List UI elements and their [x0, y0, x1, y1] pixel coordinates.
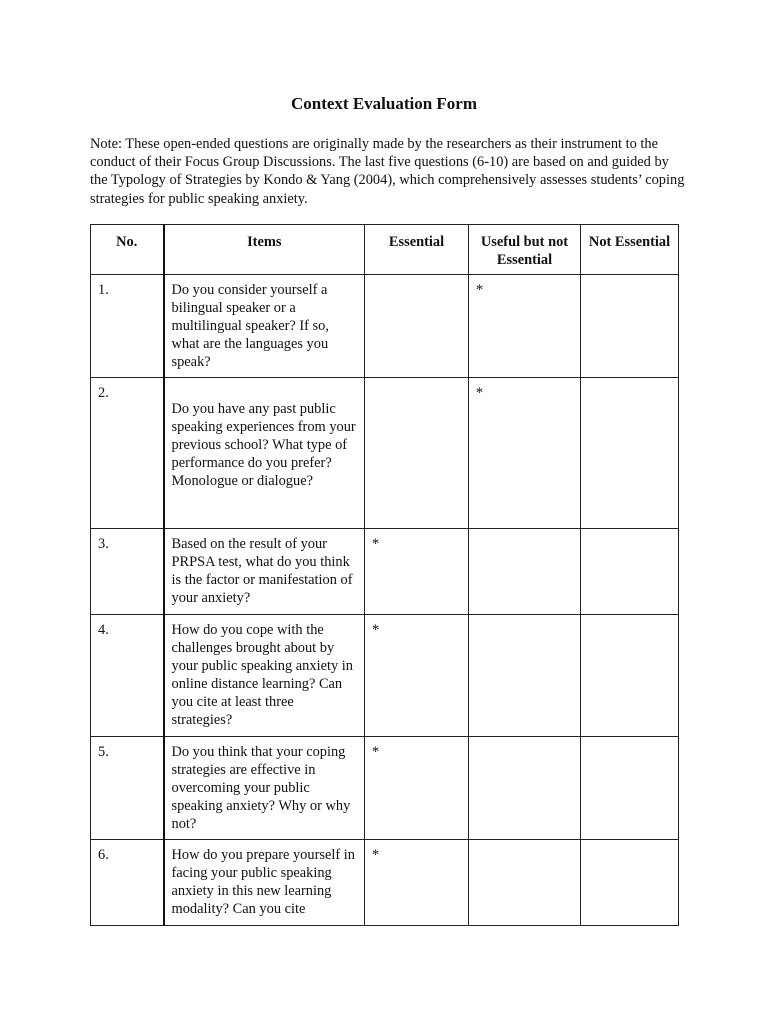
table-row [91, 529, 679, 615]
note-paragraph: Note: These open-ended questions are originally made by the researchers as their instrument to the conduct of their Focus Group Discussions. The last five questions (6-10) are based on and guided by the Typology of Strategies by Kondo & Yang (2004), which comprehensively assesses students’ coping strategies for public speaking anxiety. [90, 136, 685, 207]
cell-essential: * [365, 529, 469, 615]
row-item-text: Based on the result of your PRPSA test, what do you think is the factor or manifestation of your anxiety? [164, 529, 365, 615]
cell-essential: * [365, 737, 469, 840]
row-item-text: Do you consider yourself a bilingual speaker or a multilingual speaker? If so, what are the languages you speak? [164, 275, 365, 378]
row-item-text: Do you have any past public speaking experiences from your previous school? What type of performance do you prefer? Monologue or dialogue? [171, 401, 356, 489]
cell-useful [469, 615, 581, 737]
table-row [91, 615, 679, 737]
cell-useful [469, 737, 581, 840]
evaluation-table [90, 224, 679, 926]
header-essential: Essential [365, 225, 469, 275]
row-item-cell [164, 378, 365, 529]
row-number: 3. [91, 529, 164, 615]
cell-not-essential [581, 378, 679, 529]
row-number: 1. [91, 275, 164, 378]
cell-useful [469, 529, 581, 615]
row-number: 5. [91, 737, 164, 840]
cell-useful: * [469, 275, 581, 378]
cell-not-essential [581, 615, 679, 737]
row-number: 2. [91, 378, 164, 529]
cell-not-essential [581, 529, 679, 615]
cell-not-essential [581, 840, 679, 926]
header-items: Items [164, 225, 365, 275]
row-number: 4. [91, 615, 164, 737]
cell-not-essential [581, 275, 679, 378]
cell-useful: * [469, 378, 581, 529]
table-row [91, 840, 679, 926]
table-row [91, 275, 679, 378]
header-not-essential: Not Essential [581, 225, 679, 275]
cell-spacer [172, 384, 358, 400]
cell-essential [365, 378, 469, 529]
cell-essential: * [365, 615, 469, 737]
cell-essential: * [365, 840, 469, 926]
row-item-text: How do you cope with the challenges brought about by your public speaking anxiety in online distance learning? Can you cite at least three strategies? [164, 615, 365, 737]
page-title: Context Evaluation Form [290, 94, 478, 113]
cell-not-essential [581, 737, 679, 840]
header-useful-but-not-essential: Useful but not Essential [469, 225, 581, 275]
table-row [91, 737, 679, 840]
row-item-text: Do you think that your coping strategies are effective in overcoming your public speaking anxiety? Why or why not? [164, 737, 365, 840]
cell-useful [469, 840, 581, 926]
header-no: No. [91, 225, 164, 275]
row-item-text: How do you prepare yourself in facing your public speaking anxiety in this new learning modality? Can you cite [164, 840, 365, 926]
table-row [91, 378, 679, 529]
table-header-row [91, 225, 679, 275]
row-number: 6. [91, 840, 164, 926]
cell-essential [365, 275, 469, 378]
